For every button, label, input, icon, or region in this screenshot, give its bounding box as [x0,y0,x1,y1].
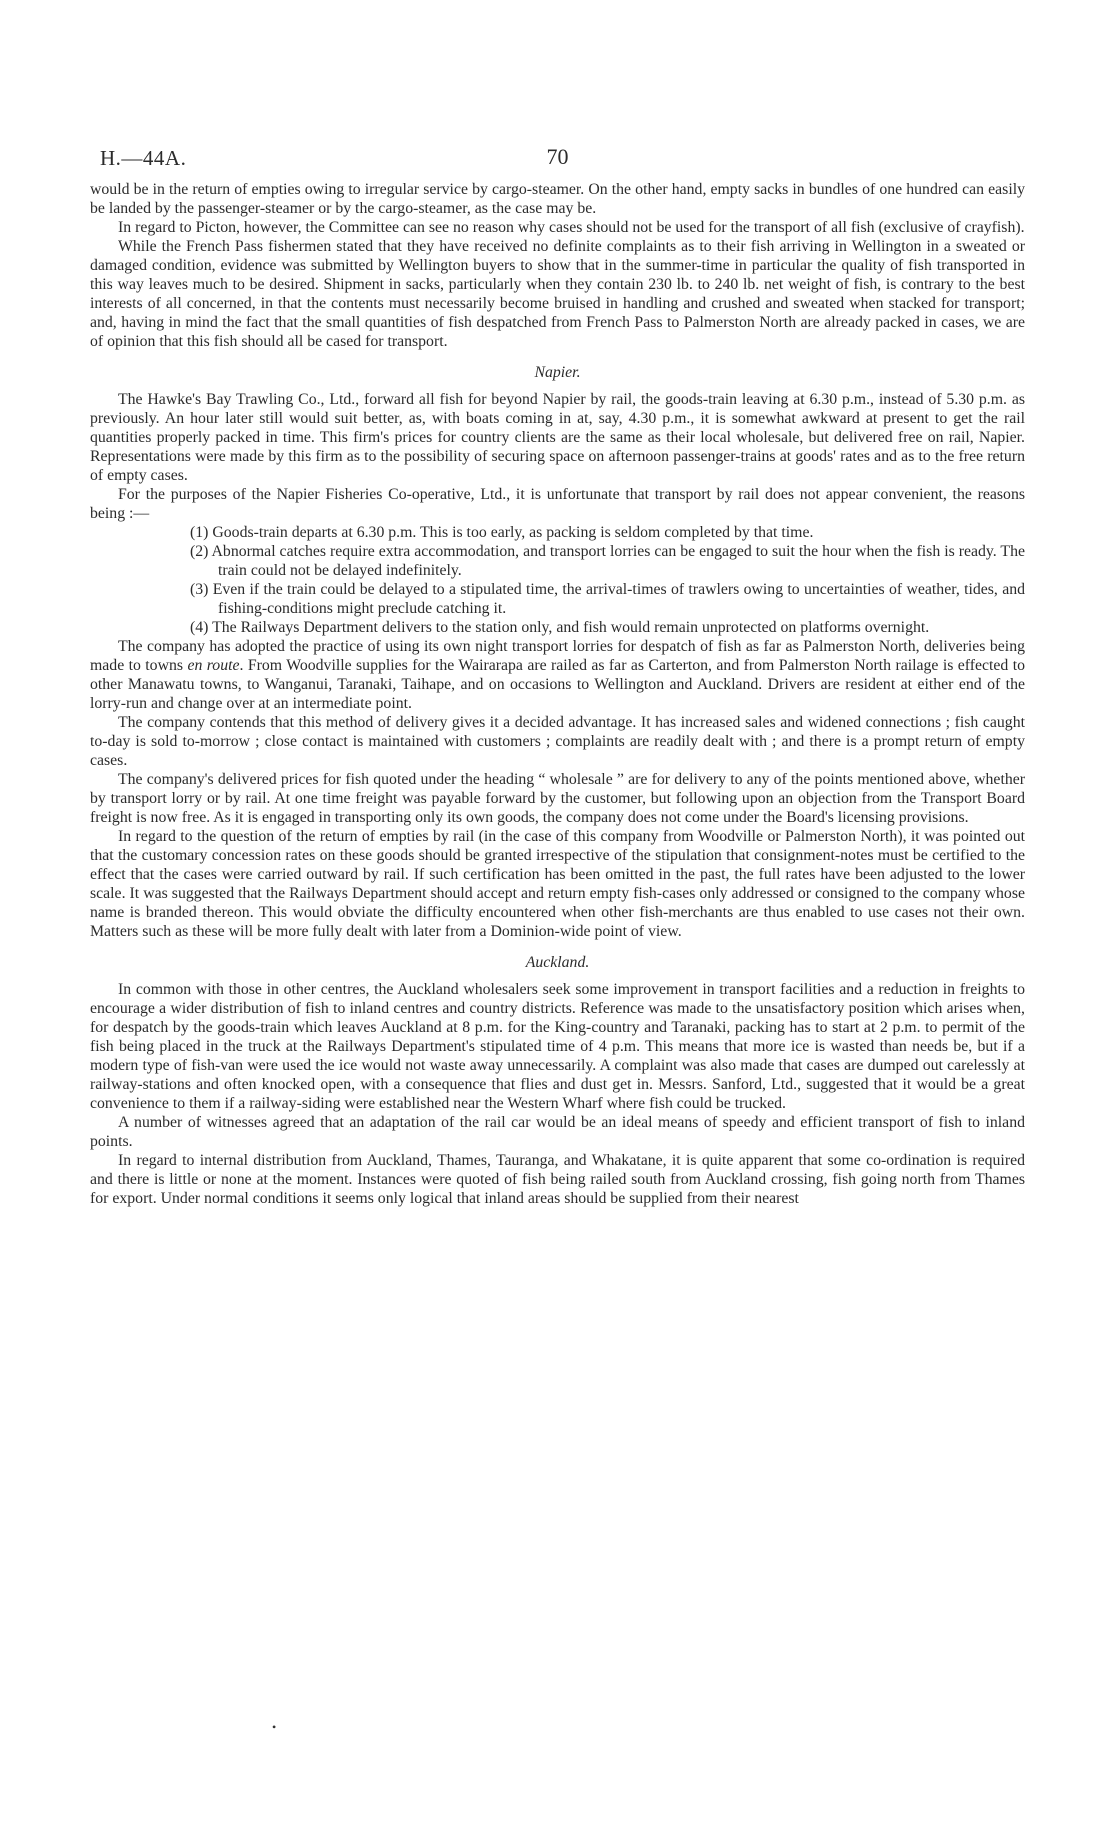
reasons-list [90,523,1025,637]
paragraph: The Hawke's Bay Trawling Co., Ltd., forward all fish for beyond Napier by rail, the goods-train leaving at 6.30 p.m., instead of 5.30 p.m. as previously. An hour later still would suit better, as, with boats coming in at, say, 4.30 p.m., it is somewhat awkward at present to get the rail quantities properly packed in time. This firm's prices for country clients are the same as their local wholesale, but delivered free on rail, Napier. Representations were made by this firm as to the possibility of securing space on afternoon passenger-trains at goods' rates and as to the free return of empty cases. [90,391,1025,484]
list-item: (4) The Railways Department delivers to the station only, and fish would remain unprotected on platforms overnight. [190,619,930,636]
paragraph [90,637,1025,713]
paragraph: The company contends that this method of delivery gives it a decided advantage. It has increased sales and widened connections ; fish caught to-day is sold to-morrow ; close contact is maintained with customers ; complaints are readily dealt with ; and there is a prompt return of empty cases. [90,714,1025,769]
document-page [90,140,1025,1208]
paragraph-text: . From Woodville supplies for the Wairarapa are railed as far as Carterton, and from Palmerston North railage is effected to other Manawatu towns, to Wanganui, Taranaki, Taihape, and on occasions to Wellington and Auckland. Drivers are resident at either end of the lorry-run and change over at an intermediate point. [90,657,1026,712]
paragraph-text: The company has adopted the practice of using its own night transport lorries for despatch of fish as far as Palmerston North, deliveries being made to towns [90,638,1025,674]
italic-term: en route [187,657,240,674]
paragraph: would be in the return of empties owing to irregular service by cargo-steamer. On the other hand, empty sacks in bundles of one hundred can easily be landed by the passenger-steamer or by the cargo-steamer, as the case may be. [90,181,1025,217]
document-id: H.—44A. [100,146,187,170]
list-item: (1) Goods-train departs at 6.30 p.m. This is too early, as packing is seldom completed by that time. [190,524,814,541]
paragraph: The company's delivered prices for fish quoted under the heading “ wholesale ” are for delivery to any of the points mentioned above, whether by transport lorry or by rail. At one time freight was payable forward by the customer, but following upon an objection from the Transport Board freight is now free. As it is engaged in transporting only its own goods, the company does not come under the Board's licensing provisions. [90,771,1025,826]
section-heading-auckland: Auckland. [525,954,590,971]
scan-speck: • [272,1720,277,1734]
paragraph: In regard to Picton, however, the Committee can see no reason why cases should not be used for the transport of all fish (exclusive of crayfish). [118,219,1025,236]
section-heading-napier: Napier. [534,364,581,381]
paragraph: For the purposes of the Napier Fisheries Co-operative, Ltd., it is unfortunate that transport by rail does not appear convenient, the reasons being :— [90,486,1025,522]
paragraph: While the French Pass fishermen stated that they have received no definite complaints as to their fish arriving in Wellington in a sweated or damaged condition, evidence was submitted by Wellington buyers to show that in the summer-time in particular the quality of fish transported in this way leaves much to be desired. Shipment in sacks, particularly when they contain 230 lb. to 240 lb. net weight of fish, is contrary to the best interests of all concerned, in that the contents must necessarily become bruised in handling and crushed and sweated when stacked for transport; and, having in mind the fact that the small quantities of fish despatched from French Pass to Palmerston North are already packed in cases, we are of opinion that this fish should all be cased for transport. [90,238,1025,350]
paragraph: A number of witnesses agreed that an adaptation of the rail car would be an ideal means of speedy and efficient transport of fish to inland points. [90,1114,1025,1150]
paragraph: In regard to the question of the return of empties by rail (in the case of this company from Woodville or Palmerston North), it was pointed out that the customary concession rates on these goods should be granted irrespective of the stipulation that consignment-notes must be certified to the effect that the cases were carried outward by rail. If such certification has been omitted in the past, the full rates have been adjusted to the lower scale. It was suggested that the Railways Department should accept and return empty fish-cases only addressed or consigned to the company whose name is branded thereon. This would obviate the difficulty encountered when other fish-merchants are thus enabled to use cases not their own. Matters such as these will be more fully dealt with later from a Dominion-wide point of view. [90,828,1025,940]
page-header [90,140,1025,174]
page-number: 70 [546,144,569,169]
paragraph: In regard to internal distribution from Auckland, Thames, Tauranga, and Whakatane, it is quite apparent that some co-ordination is required and there is little or none at the moment. Instances were quoted of fish being railed south from Auckland crossing, fish going north from Thames for export. Under normal conditions it seems only logical that inland areas should be supplied from their nearest [90,1152,1025,1207]
list-item: (2) Abnormal catches require extra accommodation, and transport lorries can be engaged to suit the hour when the fish is ready. The train could not be delayed indefinitely. [190,543,1025,579]
list-item: (3) Even if the train could be delayed to a stipulated time, the arrival-times of trawlers owing to uncertainties of weather, tides, and fishing-conditions might preclude catching it. [190,581,1025,617]
paragraph: In common with those in other centres, the Auckland wholesalers seek some improvement in transport facilities and a reduction in freights to encourage a wider distribution of fish to inland centres and country districts. Reference was made to the unsatisfactory position which arises when, for despatch by the goods-train which leaves Auckland at 8 p.m. for the King-country and Taranaki, packing has to start at 2 p.m. to permit of the fish being placed in the truck at the Railways Department's stipulated time of 4 p.m. This means that more ice is wasted than needs be, but if a modern type of fish-van were used the ice would not waste away unnecessarily. A complaint was also made that cases are dumped out carelessly at railway-stations and often knocked open, with a consequence that flies and dust get in. Messrs. Sanford, Ltd., suggested that it would be a great convenience to them if a railway-siding were established near the Western Wharf where fish could be trucked. [90,981,1025,1112]
